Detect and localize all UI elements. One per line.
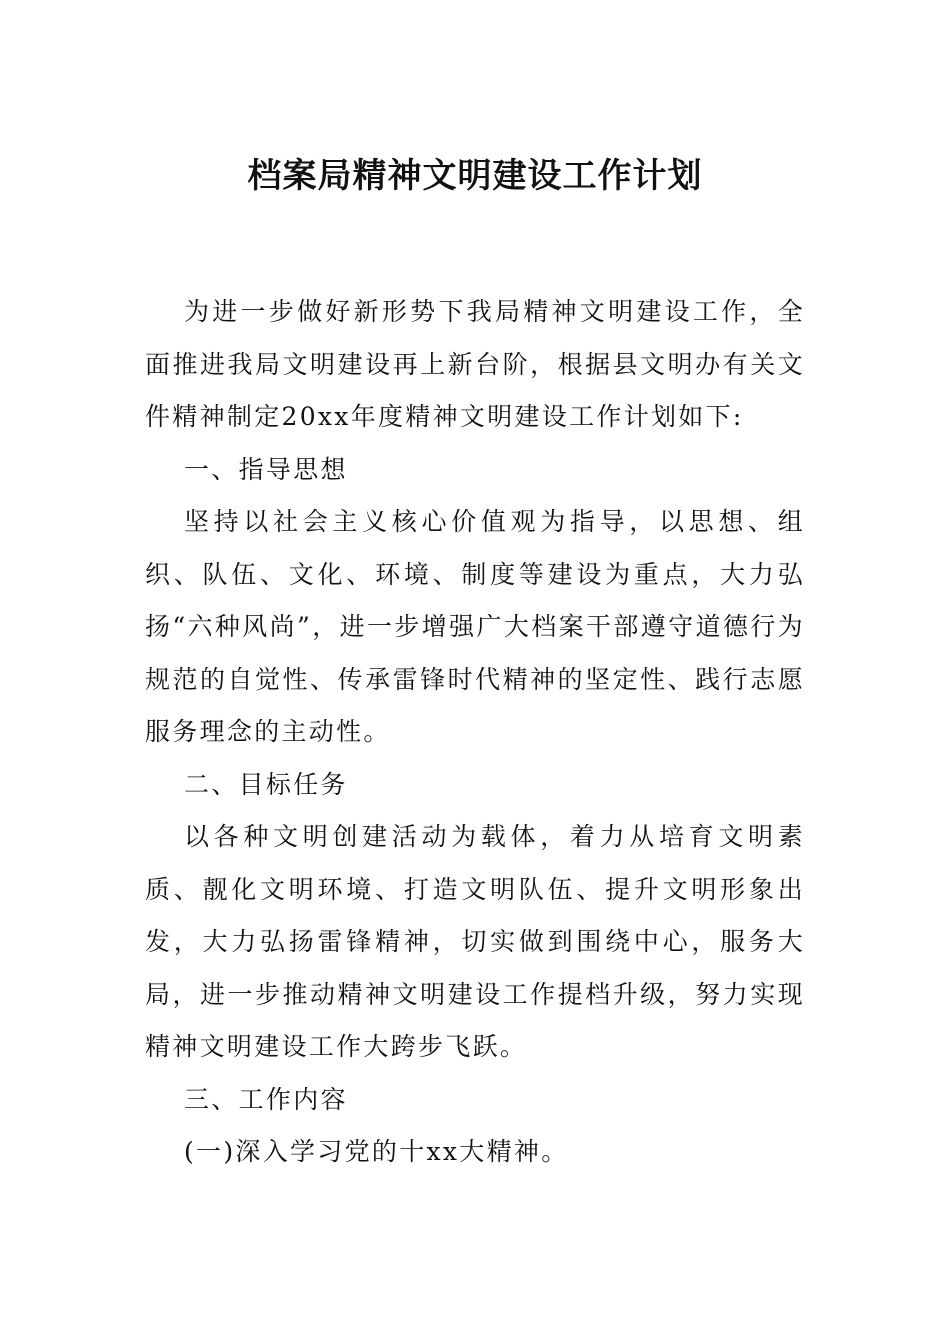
section-heading-guiding-ideology: 一、指导思想 bbox=[184, 454, 348, 484]
section-heading-work-content: 三、工作内容 bbox=[184, 1084, 348, 1114]
document-title: 档案局精神文明建设工作计划 bbox=[247, 156, 703, 196]
goals-paragraph: 以各种文明创建活动为载体，着力从培育文明素质、靓化文明环境、打造文明队伍、提升文明形象出发，大力弘扬雷锋精神，切实做到围绕中心，服务大局，进一步推动精神文明建设工作提档升级，努力实现精神文明建设工作大跨步飞跃。 bbox=[145, 822, 805, 1061]
subsection-heading-1: (一)深入学习党的十xx大精神。 bbox=[184, 1137, 569, 1166]
intro-paragraph: 为进一步做好新形势下我局精神文明建设工作，全面推进我局文明建设再上新台阶，根据县文明办有关文件精神制定20xx年度精神文明建设工作计划如下: bbox=[145, 297, 805, 431]
guiding-ideology-paragraph: 坚持以社会主义核心价值观为指导，以思想、组织、队伍、文化、环境、制度等建设为重点，大力弘扬“六种风尚”，进一步增强广大档案干部遵守道德行为规范的自觉性、传承雷锋时代精神的坚定性、践行志愿服务理念的主动性。 bbox=[145, 507, 805, 746]
document-body bbox=[145, 286, 805, 1179]
section-heading-goals: 二、目标任务 bbox=[184, 769, 348, 799]
